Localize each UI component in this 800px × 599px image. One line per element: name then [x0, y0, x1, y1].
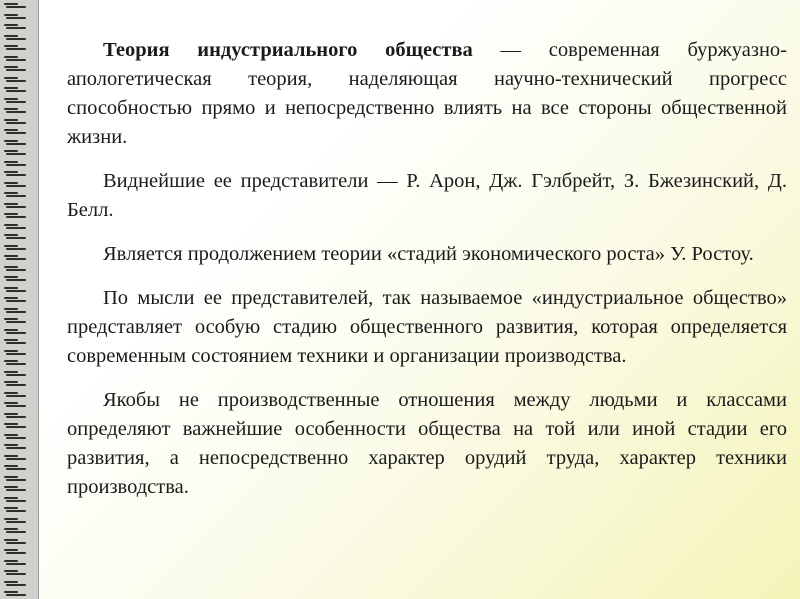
- paragraph-3: Является продолжением теории «стадий экономического роста» У. Ростоу.: [103, 243, 754, 265]
- text-content: [67, 36, 787, 517]
- binding-ring-icon: [4, 465, 26, 470]
- binding-ring-icon: [4, 171, 26, 176]
- binding-ring-icon: [4, 318, 26, 323]
- paragraph-1-text: — современная буржуазно-апологетическая теория, наделяющая научно-технический прогресс способностью прямо и непосредственно влиять на все стороны общественной жизни.: [67, 39, 787, 148]
- binding-ring-icon: [4, 392, 26, 397]
- binding-ring-icon: [4, 24, 26, 29]
- binding-ring-icon: [4, 570, 26, 575]
- binding-ring-icon: [4, 255, 26, 260]
- binding-ring-icon: [4, 402, 26, 407]
- binding-ring-icon: [4, 308, 26, 313]
- binding-ring-icon: [4, 434, 26, 439]
- binding-ring-icon: [4, 413, 26, 418]
- binding-ring-icon: [4, 224, 26, 229]
- paragraph-2: Виднейшие ее представители — Р. Арон, Дж. Гэлбрейт, З. Бжезинский, Д. Белл.: [67, 170, 787, 221]
- binding-ring-icon: [4, 150, 26, 155]
- paragraph-4: По мысли ее представителей, так называемое «индустриальное общество» представляет особую стадию общественного развития, которая определяется современным состоянием техники и организации производства.: [67, 287, 787, 367]
- binding-ring-icon: [4, 339, 26, 344]
- binding-ring-icon: [4, 329, 26, 334]
- binding-ring-icon: [4, 476, 26, 481]
- notebook-page: [39, 0, 800, 599]
- binding-ring-icon: [4, 297, 26, 302]
- binding-ring-icon: [4, 350, 26, 355]
- binding-ring-icon: [4, 581, 26, 586]
- binding-ring-icon: [4, 203, 26, 208]
- binding-ring-icon: [4, 245, 26, 250]
- binding-ring-icon: [4, 182, 26, 187]
- paragraph-5: Якобы не производственные отношения между людьми и классами определяют важнейшие особенности общества на той или иной стадии его развития, а непосредственно характер орудий труда, характер техники производства.: [67, 389, 787, 498]
- binding-ring-icon: [4, 192, 26, 197]
- binding-ring-icon: [4, 129, 26, 134]
- binding-ring-icon: [4, 3, 26, 8]
- spiral-binding: [0, 0, 39, 599]
- binding-ring-icon: [4, 234, 26, 239]
- binding-ring-icon: [4, 528, 26, 533]
- binding-ring-icon: [4, 360, 26, 365]
- binding-ring-icon: [4, 77, 26, 82]
- binding-ring-icon: [4, 108, 26, 113]
- term-heading: Теория индустриального общества: [103, 39, 473, 61]
- binding-ring-icon: [4, 539, 26, 544]
- binding-ring-icon: [4, 87, 26, 92]
- binding-ring-icon: [4, 381, 26, 386]
- binding-ring-icon: [4, 455, 26, 460]
- binding-ring-icon: [4, 14, 26, 19]
- paragraph-1: [67, 36, 787, 152]
- binding-ring-icon: [4, 444, 26, 449]
- binding-ring-icon: [4, 140, 26, 145]
- binding-ring-icon: [4, 486, 26, 491]
- binding-ring-icon: [4, 56, 26, 61]
- binding-ring-icon: [4, 98, 26, 103]
- binding-ring-icon: [4, 45, 26, 50]
- binding-ring-icon: [4, 276, 26, 281]
- binding-ring-icon: [4, 497, 26, 502]
- binding-ring-icon: [4, 119, 26, 124]
- binding-ring-icon: [4, 35, 26, 40]
- binding-ring-icon: [4, 266, 26, 271]
- binding-ring-icon: [4, 66, 26, 71]
- binding-ring-icon: [4, 518, 26, 523]
- binding-ring-icon: [4, 371, 26, 376]
- binding-ring-icon: [4, 560, 26, 565]
- binding-ring-icon: [4, 549, 26, 554]
- binding-ring-icon: [4, 591, 26, 596]
- binding-ring-icon: [4, 507, 26, 512]
- binding-ring-icon: [4, 213, 26, 218]
- binding-ring-icon: [4, 161, 26, 166]
- binding-ring-icon: [4, 287, 26, 292]
- binding-ring-icon: [4, 423, 26, 428]
